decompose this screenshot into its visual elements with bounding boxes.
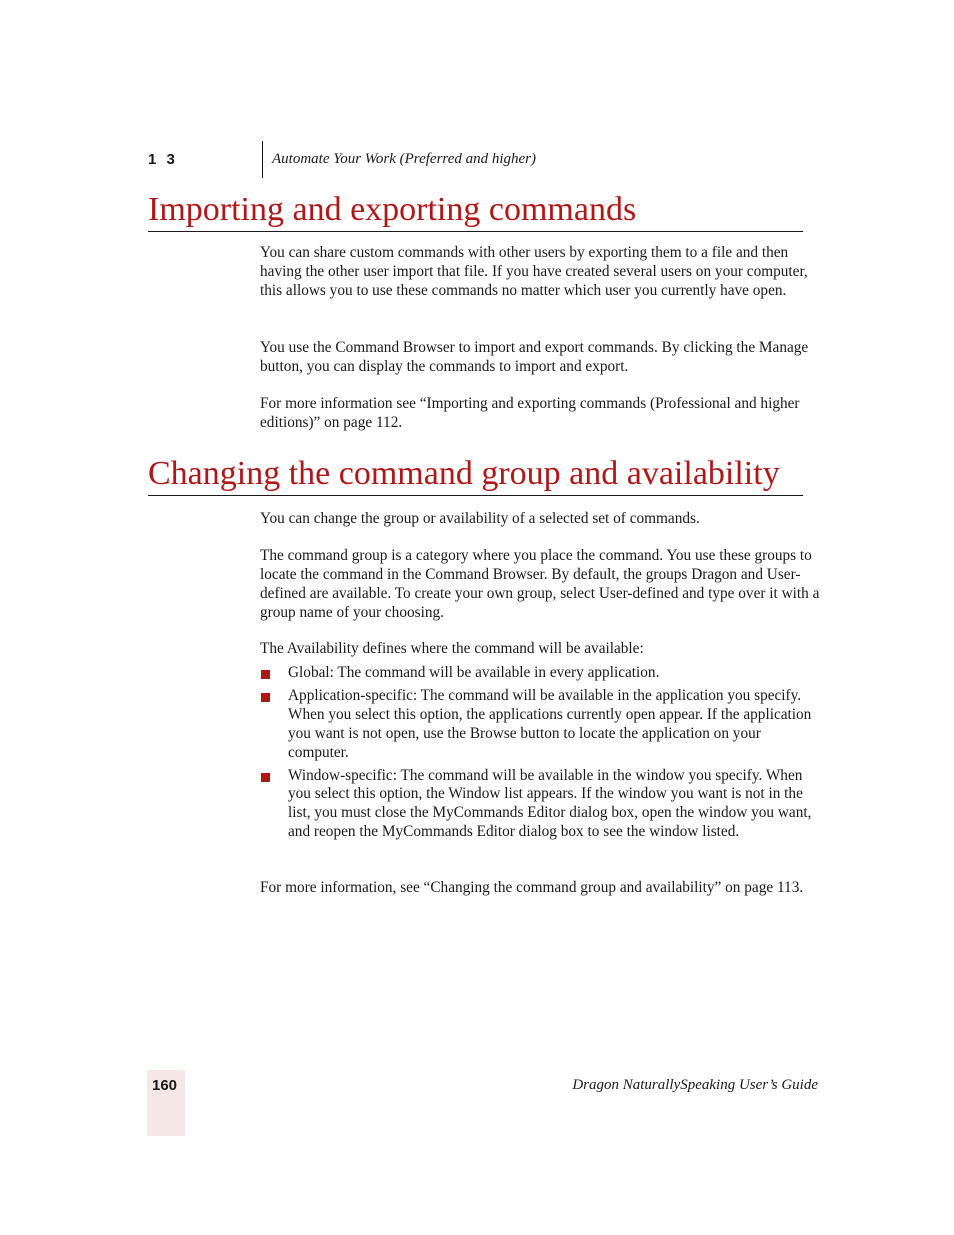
- list-item-text: Window-specific: The command will be available in the window you specify. When you select this option, the Window list appears. If the window you want is not in the list, you must close the MyCommands Editor dialog box, open the window you want, and reopen the MyCommands Editor dialog box to see the window listed.: [288, 766, 812, 841]
- list-item-text: Global: The command will be available in every application.: [288, 664, 660, 681]
- section-heading-changing: Changing the command group and availability: [148, 454, 803, 496]
- list-item: [260, 767, 820, 843]
- page-number: 160: [152, 1077, 178, 1094]
- paragraph: The Availability defines where the command will be available:: [260, 640, 644, 657]
- square-bullet-icon: [261, 670, 270, 679]
- list-item: [260, 664, 820, 683]
- paragraph: For more information see “Importing and exporting commands (Professional and higher editions)” on page 112.: [260, 395, 800, 431]
- square-bullet-icon: [261, 773, 270, 782]
- chapter-title: Automate Your Work (Preferred and higher): [272, 151, 537, 167]
- square-bullet-icon: [261, 693, 270, 702]
- paragraph: For more information, see “Changing the command group and availability” on page 113.: [260, 879, 804, 896]
- availability-list: [260, 664, 820, 846]
- chapter-number: 1 3: [148, 151, 178, 168]
- paragraph: The command group is a category where you place the command. You use these groups to locate the command in the Command Browser. By default, the groups Dragon and User-defined are available. To create your own group, select User-defined and type over it with a group name of your choosing.: [260, 547, 820, 621]
- section-heading-importing: Importing and exporting commands: [148, 190, 803, 232]
- list-item: [260, 687, 820, 763]
- list-item-text: Application-specific: The command will be available in the application you specify. When you select this option, the applications currently open appear. If the application you want is not open, use the Browse button to locate the application on your computer.: [288, 686, 812, 761]
- book-title: Dragon NaturallySpeaking User’s Guide: [572, 1077, 818, 1093]
- paragraph: You use the Command Browser to import and export commands. By clicking the Manage button, you can display the commands to import and export.: [260, 339, 809, 375]
- paragraph: You can change the group or availability of a selected set of commands.: [260, 510, 700, 527]
- header-divider: [262, 141, 263, 178]
- paragraph: You can share custom commands with other users by exporting them to a file and then having the other user import that file. If you have created several users on your computer, this allows you to use these commands no matter which user you currently have open.: [260, 244, 808, 299]
